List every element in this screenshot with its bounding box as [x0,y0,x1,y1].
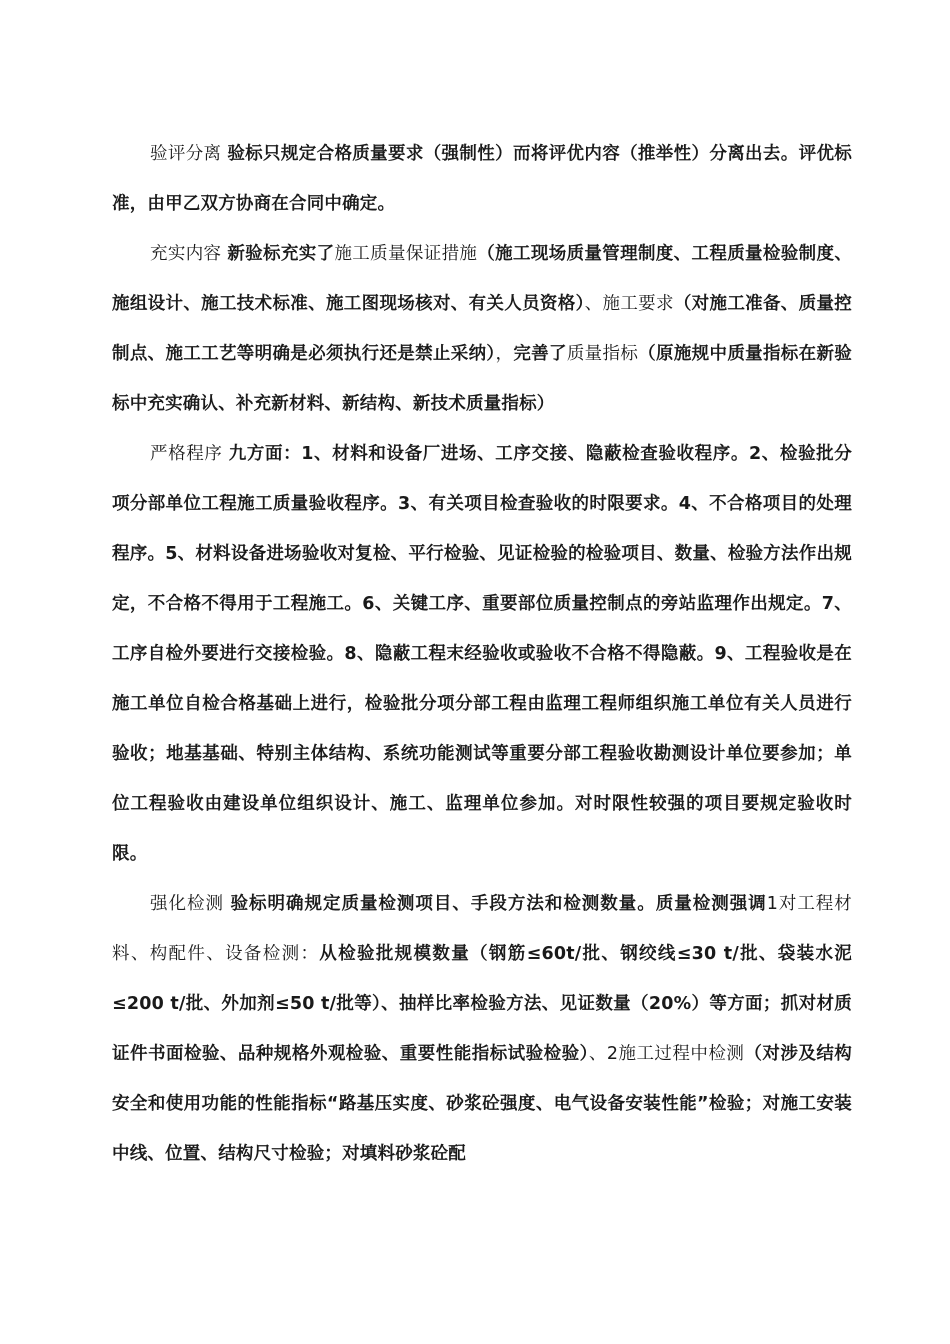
normal-text: 1对工程材料、构配件、设备检测： [112,894,852,964]
paragraph-enrich-content [112,229,852,429]
normal-text: 、施工要求 [584,294,674,314]
bold-text: 验标只规定合格质量要求（强制性）而将评优内容（推举性）分离出去。评优标准，由甲乙双方协商在合同中确定。 [112,144,853,214]
paragraph-strict-procedure [112,429,852,879]
bold-text: 新验标充实了 [227,244,335,264]
normal-text: 质量指标 [566,344,639,364]
section-heading: 严格程序 [150,444,229,464]
bold-text: 九方面：1、材料和设备厂进场、工序交接、隐蔽检查验收程序。2、检验批分项分部单位工程施工质量验收程序。3、有关项目检查验收的时限要求。4、不合格项目的处理程序。5、材料设备进场验收对复检、平行检验、见证检验的检验项目、数量、检验方法作出规定，不合格不得用于工程施工。6、关键工序、重要部位质量控制点的旁站监理作出规定。7、工序自检外要进行交接检验。8、隐蔽工程末经验收或验收不合格不得隐蔽。9、工程验收是在施工单位自检合格基础上进行，检验批分项分部工程由监理工程师组织施工单位有关人员进行验收；地基基础、特别主体结构、系统功能测试等重要分部工程验收勘测设计单位要参加；单位工程验收由建设单位组织设计、施工、监理单位参加。对时限性较强的项目要规定验收时限。 [112,444,853,864]
normal-text: ， [495,344,514,364]
bold-text: （对涉及结构安全和使用功能的性能指标“路基压实度、砂浆砼强度、电气设备安装性能”检验；对施工安装中线、位置、结构尺寸检验；对填料砂浆砼配 [112,1044,853,1164]
paragraph-strengthen-testing [112,879,852,1179]
section-heading: 充实内容 [150,244,228,264]
bold-text: 验标明确规定质量检测项目、手段方法和检测数量。质量检测强调 [230,894,767,914]
section-heading: 验评分离 [150,144,228,164]
section-heading: 强化检测 [150,894,231,914]
document-body [112,129,852,1179]
normal-text: 施工质量保证措施 [334,244,478,264]
bold-text: （原施规中质量指标在新验标中充实确认、补充新材料、新结构、新技术质量指标） [112,344,852,414]
paragraph-inspection-separation [112,129,852,229]
bold-text: （施工现场质量管理制度、工程质量检验制度、施组设计、施工技术标准、施工图现场核对、有关人员资格） [112,244,853,314]
normal-text: 、2施工过程中检测 [588,1044,745,1064]
bold-text: 从检验批规模数量（钢筋≤60t/批、钢绞线≤30 t/批、袋装水泥≤200 t/批、外加剂≤50 t/批等）、抽样比率检验方法、见证数量（20%）等方面；抓对材质证件书面检验、品种规格外观检验、重要性能指标试验检验） [112,944,852,1064]
bold-text: 完善了 [513,344,567,364]
bold-text: （对施工准备、质量控制点、施工工艺等明确是必须执行还是禁止采纳） [112,294,853,364]
